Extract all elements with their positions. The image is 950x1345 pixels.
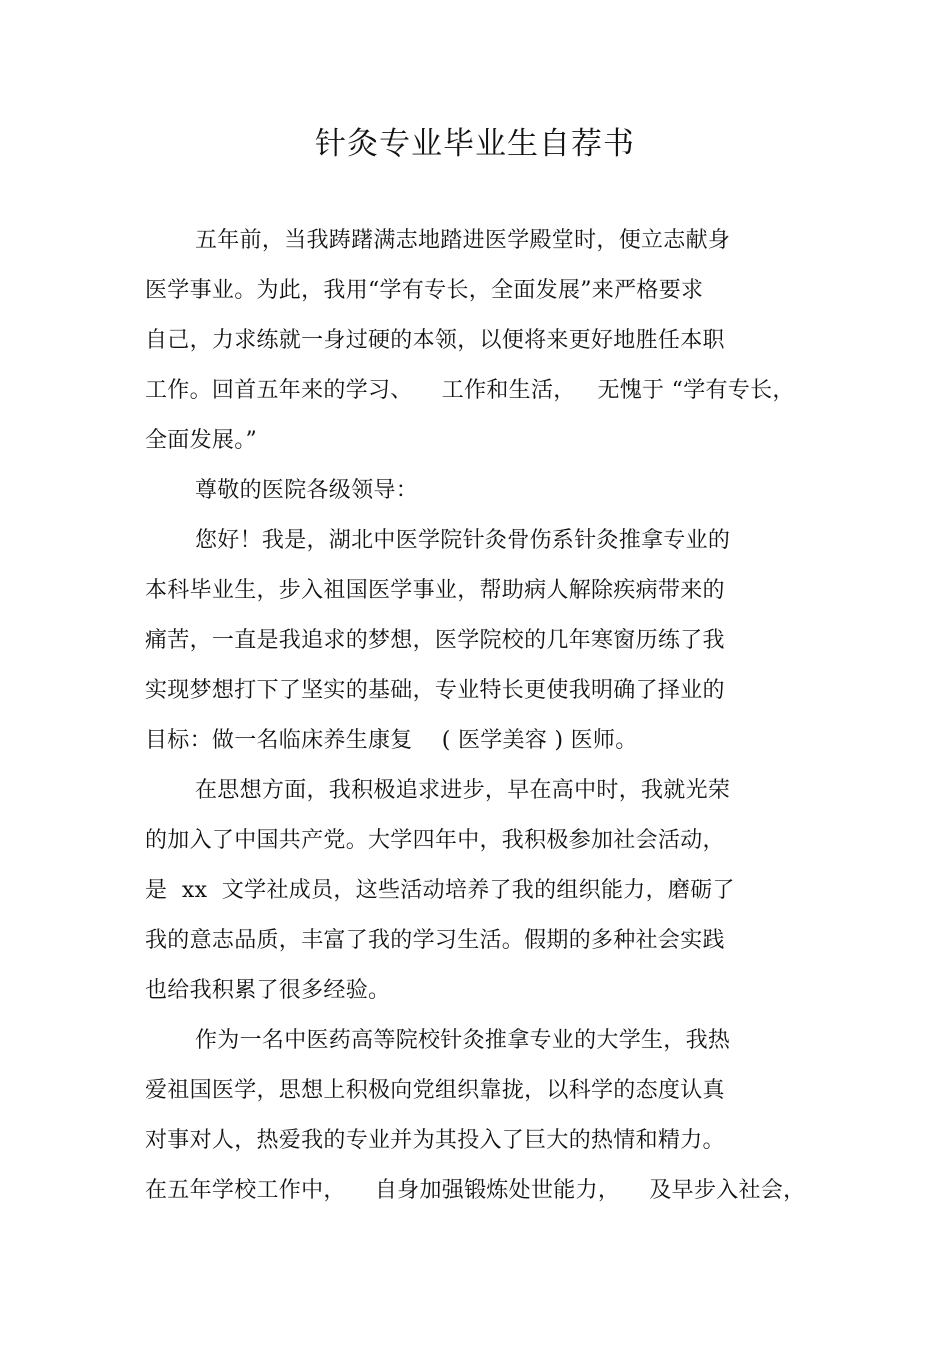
text-line-18: 爱祖国医学，思想上积极向党组织靠拢，以科学的态度认真 [145,1078,725,1103]
document-title: 针灸专业毕业生自荐书 [315,126,635,162]
text-line-4: 工作。回首五年来的学习、 工作和生活， 无愧于 “学有专长， [145,378,795,403]
text-line-1: 五年前，当我踌躇满志地踏进医学殿堂时，便立志献身 [195,228,731,253]
text-line-10: 实现梦想打下了坚实的基础，专业特长更使我明确了择业的 [145,678,725,703]
text-line-17: 作为一名中医药高等院校针灸推拿专业的大学生，我热 [195,1028,731,1053]
text-line-2: 医学事业。为此，我用“学有专长，全面发展”来严格要求 [145,278,704,303]
text-line-13: 的加入了中国共产党。大学四年中，我积极参加社会活动， [145,828,725,853]
salutation-line: 尊敬的医院各级领导： [195,478,419,503]
text-line-16: 也给我积累了很多经验。 [145,978,391,1003]
text-line-8: 本科毕业生，步入祖国医学事业，帮助病人解除疾病带来的 [145,578,725,603]
text-line-3: 自己，力求练就一身过硬的本领，以便将来更好地胜任本职 [145,328,725,353]
text-line-19: 对事对人，热爱我的专业并为其投入了巨大的热情和精力。 [145,1128,725,1153]
text-line-20: 在五年学校工作中， 自身加强锻炼处世能力， 及早步入社会， [145,1178,806,1203]
text-line-9: 痛苦，一直是我追求的梦想，医学院校的几年寒窗历练了我 [145,628,725,653]
text-line-12: 在思想方面，我积极追求进步，早在高中时，我就光荣 [195,778,731,803]
text-line-11: 目标：做一名临床养生康复 ( 医学美容 ) 医师。 [145,728,638,753]
text-line-7: 您好！我是，湖北中医学院针灸骨伤系针灸推拿专业的 [195,528,731,553]
text-line-14: 是 xx 文学社成员，这些活动培养了我的组织能力，磨砺了 [145,878,735,903]
text-line-5: 全面发展。” [145,428,258,453]
text-line-15: 我的意志品质，丰富了我的学习生活。假期的多种社会实践 [145,928,725,953]
